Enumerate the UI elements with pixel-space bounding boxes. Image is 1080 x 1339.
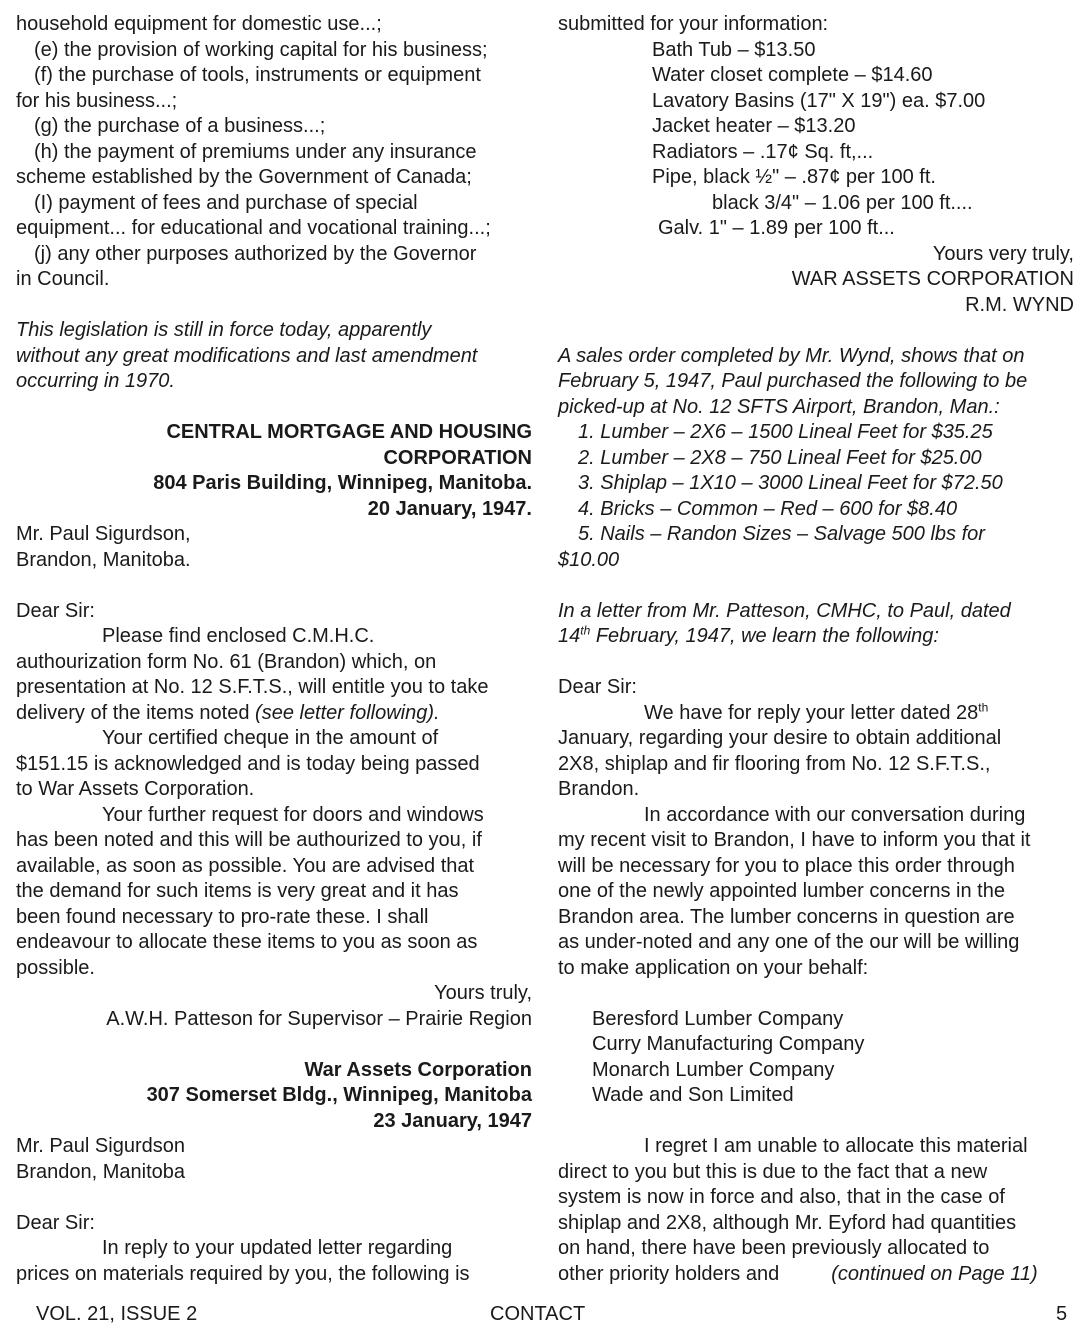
recipient-address: Brandon, Manitoba. (16, 548, 191, 571)
sales-item: 4. Bricks – Common – Red – 600 for $8.40 (578, 497, 958, 520)
salutation: Dear Sir: (16, 1211, 95, 1234)
salutation: Dear Sir: (558, 676, 637, 698)
body-line: the demand for such items is very great and it has (16, 880, 459, 902)
price-item: Pipe, black ½" – .87¢ per 100 ft. (652, 166, 936, 188)
closing: Yours very truly, (932, 242, 1074, 265)
list-line: household equipment for domestic use...; (16, 13, 382, 35)
body-line: presentation at No. 12 S.F.T.S., will entitle you to take (16, 676, 489, 698)
body-line (558, 1262, 1080, 1288)
body-line: I regret I am unable to allocate this material (644, 1135, 1028, 1157)
letter-heading: 307 Somerset Bldg., Winnipeg, Manitoba (146, 1084, 532, 1106)
body-line: to War Assets Corporation. (16, 778, 255, 800)
body-line: endeavour to allocate these items to you as soon as (16, 931, 478, 953)
company-item: Wade and Son Limited (592, 1084, 794, 1106)
footer-title: CONTACT (490, 1303, 586, 1325)
page-number: 5 (1056, 1303, 1068, 1325)
commentary-line: February 5, 1947, Paul purchased the following to be (558, 370, 1028, 392)
company-item: Monarch Lumber Company (592, 1058, 835, 1081)
list-line: (I) payment of fees and purchase of special (34, 191, 418, 214)
letter-heading: CORPORATION (383, 446, 532, 469)
body-line: authourization form No. 61 (Brandon) which, on (16, 650, 437, 673)
list-line: (g) the purchase of a business...; (34, 115, 326, 137)
sales-item-tail: $10.00 (558, 548, 620, 571)
ordinal-suffix: th (580, 623, 591, 638)
company-item: Beresford Lumber Company (592, 1007, 844, 1030)
letter-heading: 804 Paris Building, Winnipeg, Manitoba. (153, 472, 532, 494)
price-item: Bath Tub – $13.50 (652, 38, 816, 61)
signer-name: R.M. WYND (965, 293, 1074, 316)
body-line: will be necessary for you to place this order through (558, 854, 1015, 877)
commentary-line: occurring in 1970. (16, 370, 175, 392)
date-rest: February, 1947, we learn the following: (590, 625, 939, 647)
body-line: been found necessary to pro-rate these. I shall (16, 905, 429, 928)
body-line: Brandon. (558, 778, 640, 800)
body-line: direct to you but this is due to the fact that a new (558, 1160, 988, 1183)
body-text: other priority holders and (558, 1262, 780, 1285)
list-line: in Council. (16, 268, 110, 290)
body-line: to make application on your behalf: (558, 956, 869, 979)
continued-note: (continued on Page 11) (831, 1262, 1038, 1285)
sales-item: 2. Lumber – 2X8 – 750 Lineal Feet for $25.00 (578, 446, 982, 469)
body-line: system is now in force and also, that in the case of (558, 1186, 1005, 1208)
price-item: Jacket heater – $13.20 (652, 115, 856, 137)
list-line: (j) any other purposes authorized by the Governor (34, 242, 477, 265)
signer-org: WAR ASSETS CORPORATION (791, 268, 1074, 290)
body-text: delivery of the items noted (16, 701, 250, 724)
letter-heading: War Assets Corporation (304, 1058, 532, 1081)
list-line: for his business...; (16, 89, 178, 112)
letter-heading: CENTRAL MORTGAGE AND HOUSING (166, 421, 532, 443)
price-item: black 3/4" – 1.06 per 100 ft.... (712, 191, 973, 214)
body-line: possible. (16, 956, 95, 979)
signature: A.W.H. Patteson for Supervisor – Prairie Region (106, 1007, 532, 1030)
body-line: January, regarding your desire to obtain additional (558, 727, 1002, 749)
commentary-line: A sales order completed by Mr. Wynd, shows that on (558, 344, 1025, 367)
closing: Yours truly, (434, 982, 532, 1004)
price-item: Water closet complete – $14.60 (652, 64, 933, 86)
body-line: shiplap and 2X8, although Mr. Eyford had quantities (558, 1211, 1017, 1234)
company-item: Curry Manufacturing Company (592, 1033, 865, 1055)
list-line: (h) the payment of premiums under any insurance (34, 140, 477, 163)
sales-item: 1. Lumber – 2X6 – 1500 Lineal Feet for $35.25 (578, 421, 993, 443)
body-line (558, 701, 1080, 727)
body-line: Please find enclosed C.M.H.C. (102, 625, 375, 647)
recipient-address: Mr. Paul Sigurdson, (16, 523, 191, 545)
sales-item: 3. Shiplap – 1X10 – 3000 Lineal Feet for $72.50 (578, 472, 1003, 494)
commentary-line: picked-up at No. 12 SFTS Airport, Brandon, Man.: (558, 395, 1000, 418)
commentary-line: without any great modifications and last amendment (16, 344, 478, 367)
price-item: Radiators – .17¢ Sq. ft,... (652, 140, 874, 163)
body-line: Your further request for doors and windows (102, 803, 484, 826)
body-line: has been noted and this will be authourized to you, if (16, 829, 482, 851)
body-line: prices on materials required by you, the following is (16, 1262, 470, 1285)
price-item: Galv. 1" – 1.89 per 100 ft... (658, 217, 895, 239)
commentary-line: In a letter from Mr. Patteson, CMHC, to Paul, dated (558, 599, 1011, 622)
footer-volume: VOL. 21, ISSUE 2 (36, 1303, 198, 1325)
right-column (558, 12, 1080, 1287)
body-line (16, 701, 532, 727)
list-line: scheme established by the Government of Canada; (16, 166, 472, 188)
date-day: 14 (558, 625, 581, 647)
letter-cmhc (16, 420, 532, 1032)
body-line: In reply to your updated letter regarding (102, 1237, 453, 1259)
recipient-address: Brandon, Manitoba (16, 1160, 186, 1183)
sales-item: 5. Nails – Randon Sizes – Salvage 500 lbs for (578, 523, 985, 545)
body-italic: (see letter following). (255, 701, 440, 724)
salutation: Dear Sir: (16, 599, 95, 622)
body-line: as under-noted and any one of the our will be willing (558, 931, 1020, 953)
recipient-address: Mr. Paul Sigurdson (16, 1135, 185, 1157)
body-line: Brandon area. The lumber concerns in question are (558, 905, 1015, 928)
commentary-line (558, 624, 1080, 650)
ordinal-suffix: th (978, 699, 989, 714)
commentary-line: This legislation is still in force today, apparently (16, 319, 432, 341)
body-text: We have for reply your letter dated 28 (644, 701, 979, 724)
letter-war-assets (16, 1058, 532, 1288)
body-line: one of the newly appointed lumber concerns in the (558, 880, 1005, 902)
body-line: Your certified cheque in the amount of (102, 727, 439, 749)
left-column (16, 12, 532, 1287)
body-line: In accordance with our conversation during (644, 803, 1026, 826)
body-line: on hand, there have been previously allocated to (558, 1237, 990, 1259)
body-line: submitted for your information: (558, 13, 829, 35)
list-line: (f) the purchase of tools, instruments or equipment (34, 64, 481, 86)
body-line: 2X8, shiplap and fir flooring from No. 12 S.F.T.S., (558, 752, 991, 775)
price-item: Lavatory Basins (17" X 19") ea. $7.00 (652, 89, 986, 112)
letter-date: 23 January, 1947 (373, 1109, 532, 1132)
list-line: (e) the provision of working capital for his business; (34, 38, 488, 61)
body-line: $151.15 is acknowledged and is today being passed (16, 752, 480, 775)
body-line: my recent visit to Brandon, I have to inform you that it (558, 829, 1031, 851)
letter-date: 20 January, 1947. (367, 497, 532, 520)
body-line: available, as soon as possible. You are advised that (16, 854, 475, 877)
list-line: equipment... for educational and vocational training...; (16, 217, 491, 239)
